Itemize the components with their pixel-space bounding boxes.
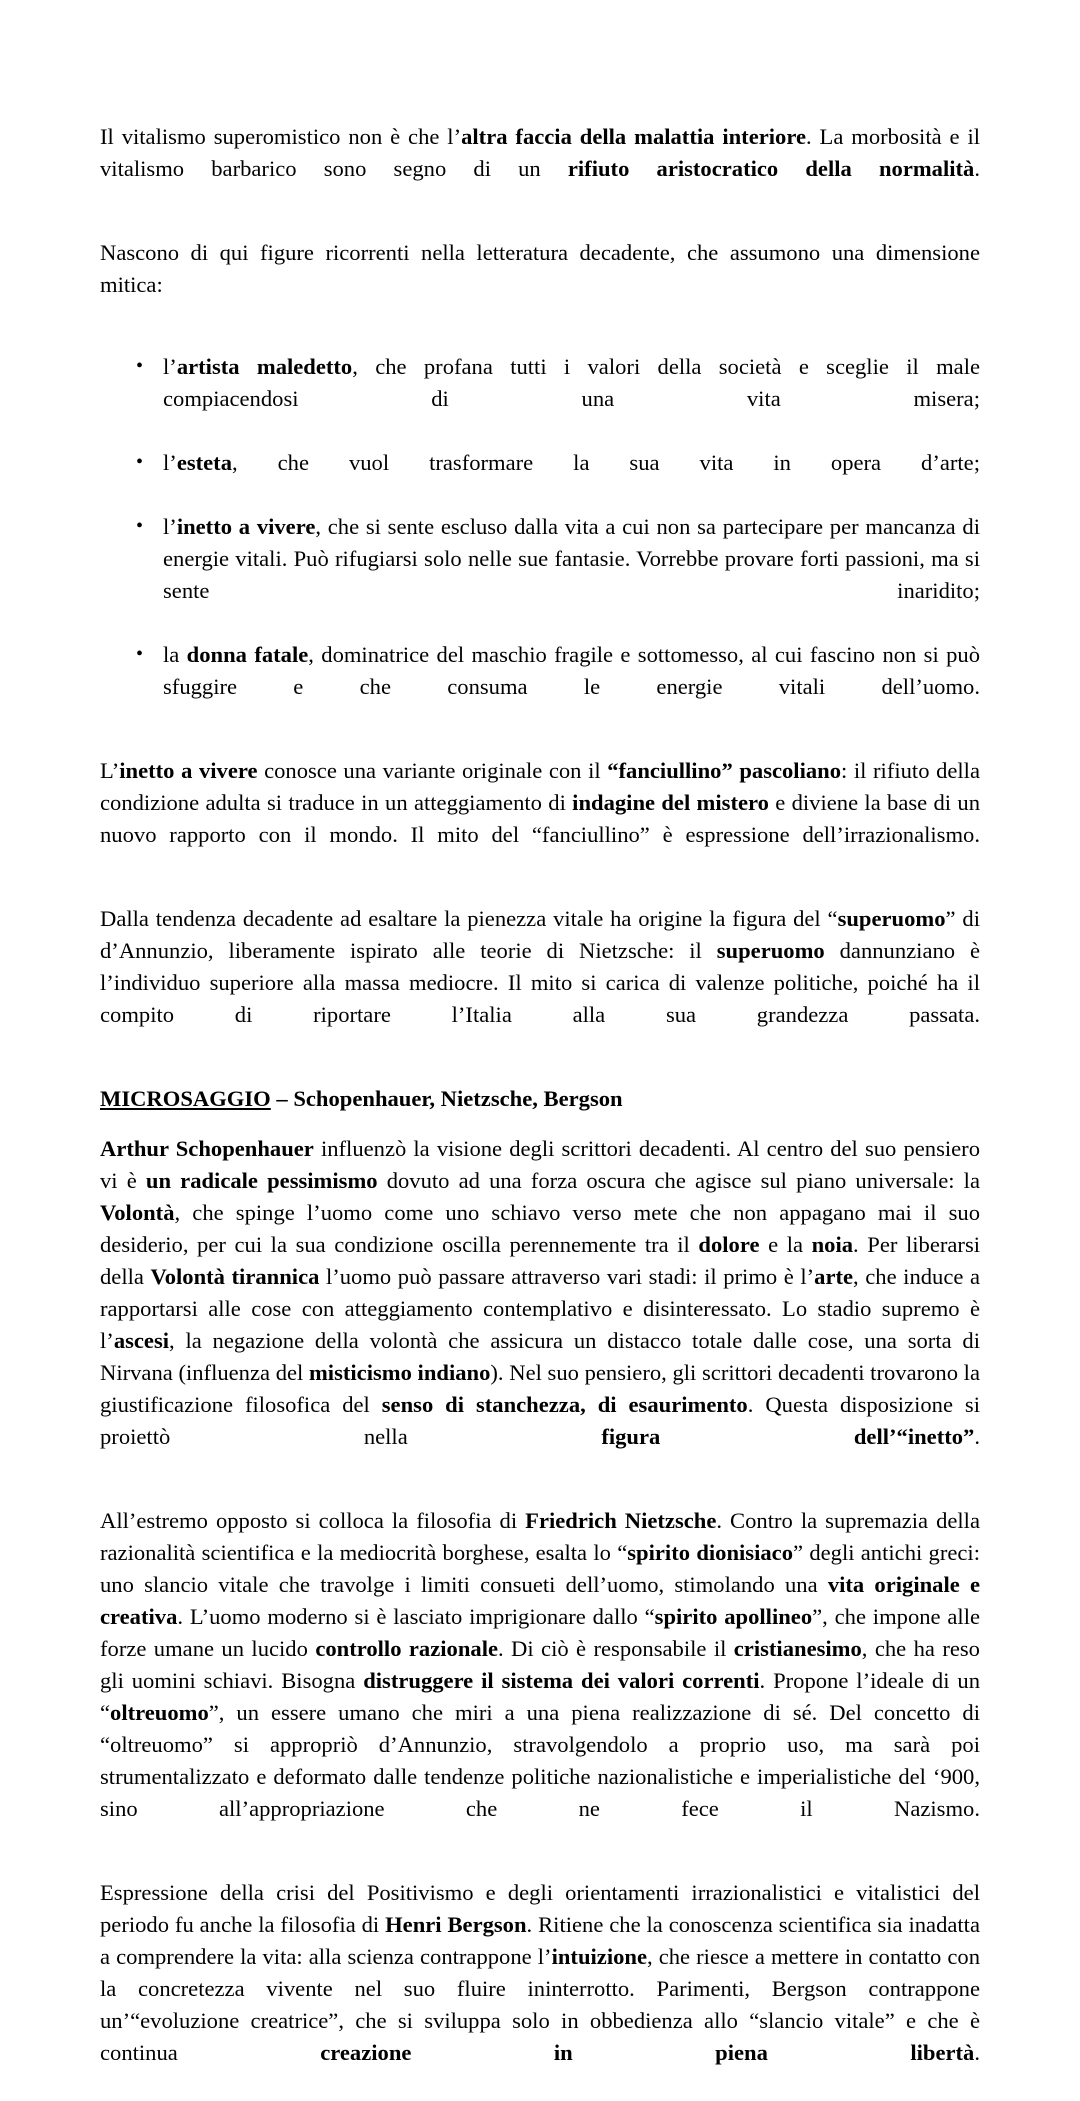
text-run: L’ (100, 758, 120, 783)
text-run: influenzò la visione degli scrittori decadenti. Al centro del suo pensiero vi è (100, 1136, 980, 1193)
list-item-term: artista maledetto (176, 354, 353, 379)
text-run: dovuto ad una forza oscura che agisce sul piano universale: la (377, 1168, 980, 1193)
paragraph-nietzsche (100, 1505, 980, 1857)
bold-run: superuomo (837, 906, 946, 931)
list-item-text: , dominatrice del maschio fragile e sottomesso, al cui fascino non si può sfuggire e che consuma le energie vitali dell’uomo. (163, 642, 980, 699)
bold-run: ascesi (113, 1328, 170, 1353)
paragraph-fanciullino (100, 755, 980, 883)
text-run: . L’uomo moderno si è lasciato imprigionare dallo “ (177, 1604, 655, 1629)
heading-subtitle: – Schopenhauer, Nietzsche, Bergson (270, 1086, 623, 1111)
paragraph-bergson (100, 1877, 980, 2101)
list-item (100, 639, 980, 735)
bold-run: Henri Bergson (385, 1912, 527, 1937)
bold-run: dolore (698, 1232, 760, 1257)
bold-run: “fanciullino” pascoliano (607, 758, 842, 783)
list-item (100, 447, 980, 511)
bold-run: rifiuto aristocratico della normalità (567, 156, 975, 181)
bold-run: arte (814, 1264, 854, 1289)
bold-run: oltreuomo (110, 1700, 209, 1725)
text-run: conosce una variante originale con il (257, 758, 608, 783)
text-run: , che spinge l’uomo come uno schiavo verso mete che non appagano mai il suo desiderio, per cui la sua condizione oscilla perennemente tra il (100, 1200, 980, 1257)
section-heading-microsaggio (100, 1083, 980, 1115)
text-run: Dalla tendenza decadente ad esaltare la pienezza vitale ha origine la figura del “ (100, 906, 838, 931)
bold-run: noia (811, 1232, 854, 1257)
bold-run: controllo razionale (315, 1636, 498, 1661)
text-run: ” di d’Annunzio, liberamente ispirato alle teorie di Nietzsche: il (100, 906, 980, 963)
bold-run: altra faccia della malattia interiore (461, 124, 806, 149)
list-item-term: esteta (176, 450, 233, 475)
text-run: . Ritiene che la conoscenza scientifica sia inadatta a comprendere la vita: alla scienza contrappone l’ (100, 1912, 980, 1969)
text-run: . Propone l’ideale di un “ (100, 1668, 980, 1725)
list-item (100, 511, 980, 639)
figure-decadenti-list (100, 351, 980, 735)
list-item-lead: l’ (163, 450, 177, 475)
list-item (100, 351, 980, 447)
bold-run: spirito dionisiaco (627, 1540, 793, 1565)
text-run: , la negazione della volontà che assicura un distacco totale dalle cose, una sorta di Nirvana (influenza del (100, 1328, 980, 1385)
text-run: Nascono di qui figure ricorrenti nella letteratura decadente, che assumono una dimensione mitica: (100, 240, 980, 297)
bold-run: indagine del mistero (572, 790, 769, 815)
text-run: All’estremo opposto si colloca la filosofia di (100, 1508, 526, 1533)
list-item-lead: la (163, 642, 187, 667)
bold-run: Volontà (100, 1200, 175, 1225)
paragraph-schopenhauer (100, 1133, 980, 1485)
bold-run: distruggere il sistema dei valori correnti (363, 1668, 760, 1693)
text-run: ”, un essere umano che miri a una piena realizzazione di sé. Del concetto di “oltreuomo” si appropriò d’Annunzio, stravolgendolo a proprio uso, ma sarà poi strumentalizzato e deformato dalle tendenze politiche nazionalistiche e imperialistiche del ‘900, sino all’appropriazione che ne fece il Nazismo. (100, 1700, 980, 1821)
text-run: ”, che impone alle forze umane un lucido (100, 1604, 981, 1661)
paragraph-figure-ricorrenti (100, 237, 980, 333)
text-run: . Di ciò è responsabile il (498, 1636, 734, 1661)
list-item-lead: l’ (163, 514, 177, 539)
bold-run: Friedrich Nietzsche (525, 1508, 717, 1533)
text-run: Il vitalismo superomistico non è che l’ (100, 124, 462, 149)
bold-run: senso di stanchezza, di esaurimento (381, 1392, 748, 1417)
text-run: . Contro la supremazia della razionalità scientifica e la mediocrità borghese, esalta lo “ (100, 1508, 980, 1565)
text-run: . La morbosità e il vitalismo barbarico sono segno di un (100, 124, 980, 181)
bold-run: superuomo (716, 938, 825, 963)
text-run: , che riesce a mettere in contatto con la concretezza vivente nel suo fluire ininterrotto. Parimenti, Bergson contrappone un’“evoluzione creatrice”, che si sviluppa solo in obbedienza allo “slancio vitale” e che è continua (100, 1944, 980, 2065)
text-run: . (974, 1424, 980, 1449)
bold-run: Arthur Schopenhauer (100, 1136, 314, 1161)
bold-run: inetto a vivere (119, 758, 258, 783)
text-run: Espressione della crisi del Positivismo e degli orientamenti irrazionalistici e vitalistici del periodo fu anche la filosofia di (100, 1880, 980, 1937)
text-run: ). Nel suo pensiero, gli scrittori decadenti trovarono la giustificazione filosofica del (100, 1360, 980, 1417)
text-run: ” degli antichi greci: uno slancio vitale che travolge i limiti consueti dell’uomo, stimolando una (100, 1540, 980, 1597)
bold-run: vita originale e creativa (100, 1572, 980, 1629)
bold-run: misticismo indiano (308, 1360, 491, 1385)
bold-run: figura dell’“inetto” (601, 1424, 975, 1449)
bold-run: creazione in piena libertà (320, 2040, 975, 2065)
text-run: e la (759, 1232, 812, 1257)
list-item-lead: l’ (163, 354, 177, 379)
list-item-term: inetto a vivere (176, 514, 316, 539)
bold-run: un radicale pessimismo (145, 1168, 378, 1193)
bold-run: Volontà tirannica (150, 1264, 320, 1289)
bold-run: spirito apollineo (654, 1604, 813, 1629)
text-run: . Questa disposizione si proiettò nella (100, 1392, 980, 1449)
text-run: l’uomo può passare attraverso vari stadi: il primo è l’ (319, 1264, 815, 1289)
list-item-text: , che si sente escluso dalla vita a cui non sa partecipare per mancanza di energie vitali. Può rifugiarsi solo nelle sue fantasie. Vorrebbe provare forti passioni, ma si sente inaridito; (163, 514, 980, 603)
document-text-column (100, 121, 980, 2101)
text-run: : il rifiuto della condizione adulta si traduce in un atteggiamento di (100, 758, 980, 815)
list-item-term: donna fatale (186, 642, 309, 667)
text-run: e diviene la base di un nuovo rapporto con il mondo. Il mito del “fanciullino” è espressione dell’irrazionalismo. (100, 790, 980, 847)
list-item-text: , che profana tutti i valori della società e sceglie il male compiacendosi di una vita misera; (163, 354, 980, 411)
heading-underlined-label: MICROSAGGIO (100, 1086, 271, 1111)
text-run: dannunziano è l’individuo superiore alla massa mediocre. Il mito si carica di valenze politiche, poiché ha il compito di riportare l’Italia alla sua grandezza passata. (100, 938, 980, 1027)
text-run: , che ha reso gli uomini schiavi. Bisogna (100, 1636, 980, 1693)
text-run: . (974, 2040, 980, 2065)
text-run: , che induce a rapportarsi alle cose con atteggiamento contemplativo e disinteressato. Lo stadio supremo è l’ (100, 1264, 980, 1353)
paragraph-superuomo (100, 903, 980, 1063)
bold-run: intuizione (551, 1944, 647, 1969)
text-run: . Per liberarsi della (100, 1232, 981, 1289)
text-run: . (974, 156, 980, 181)
list-item-text: , che vuol trasformare la sua vita in opera d’arte; (232, 450, 980, 475)
bold-run: cristianesimo (733, 1636, 862, 1661)
paragraph-vitalismo (100, 121, 980, 217)
